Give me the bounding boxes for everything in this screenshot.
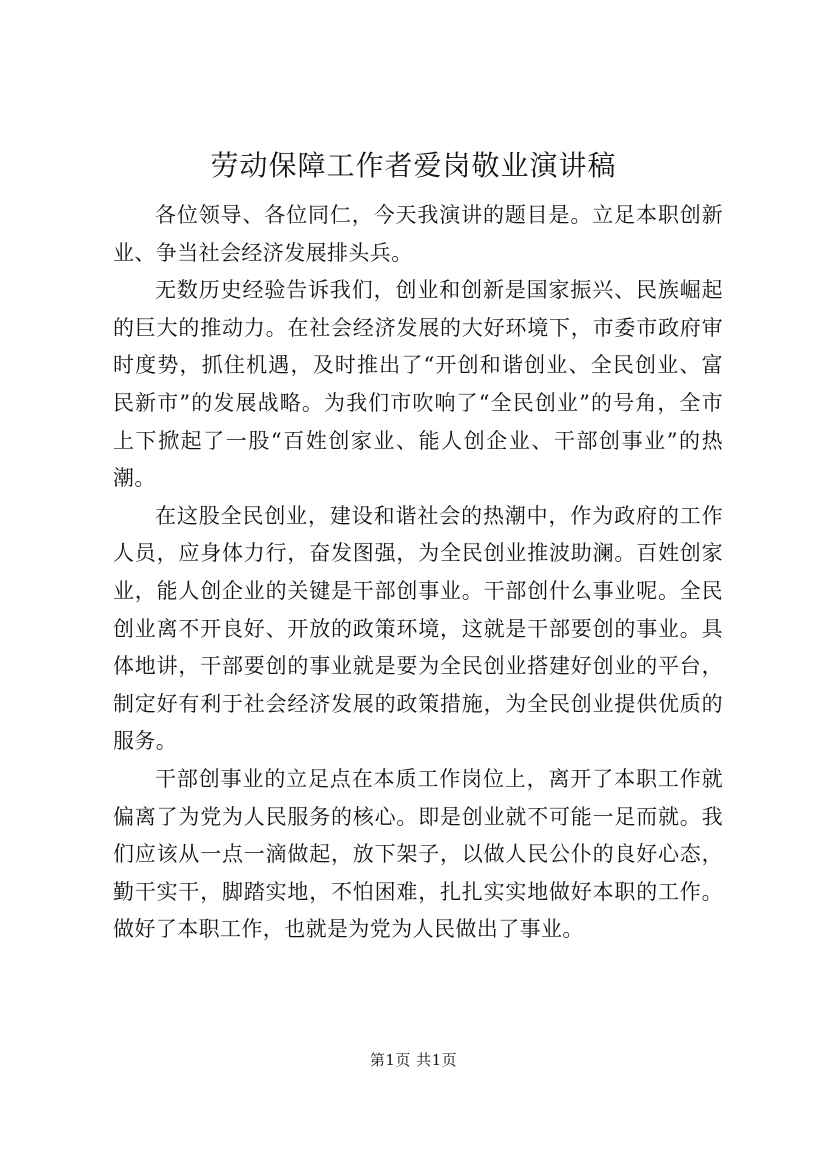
paragraph-environment: 在这股全民创业，建设和谐社会的热潮中，作为政府的工作人员，应身体力行，奋发图强，为全民创业推波助澜。百姓创家业，能人创企业的关键是干部创事业。干部创什么事业呢。全民创业离不开良好、开放的政策环境，这就是干部要创的事业。具体地讲，干部要创的事业就是要为全民创业搭建好创业的平台，制定好有利于社会经济发展的政策措施，为全民创业提供优质的服务。 xyxy=(113,503,723,754)
paragraph-history: 无数历史经验告诉我们，创业和创新是国家振兴、民族崛起的巨大的推动力。在社会经济发展的大好环境下，市委市政府审时度势，抓住机遇，及时推出了“开创和谐创业、全民创业、富民新市”的发展战略。为我们市吹响了“全民创业”的号角，全市上下掀起了一股“百姓创家业、能人创企业、干部创事业”的热潮。 xyxy=(113,278,723,491)
paragraph-standpoint: 干部创事业的立足点在本质工作岗位上，离开了本职工作就偏离了为党为人民服务的核心。即是创业就不可能一足而就。我们应该从一点一滴做起，放下架子，以做人民公仆的良好心态，勤干实干，脚踏实地，不怕困难，扎扎实实地做好本职的工作。做好了本职工作，也就是为党为人民做出了事业。 xyxy=(113,766,723,942)
paragraph-greeting: 各位领导、各位同仁，今天我演讲的题目是。立足本职创新业、争当社会经济发展排头兵。 xyxy=(113,203,723,265)
document-body xyxy=(113,197,723,949)
page-footer: 第1页 共1页 xyxy=(369,1051,458,1069)
document-title: 劳动保障工作者爱岗敬业演讲稿 xyxy=(210,149,617,182)
